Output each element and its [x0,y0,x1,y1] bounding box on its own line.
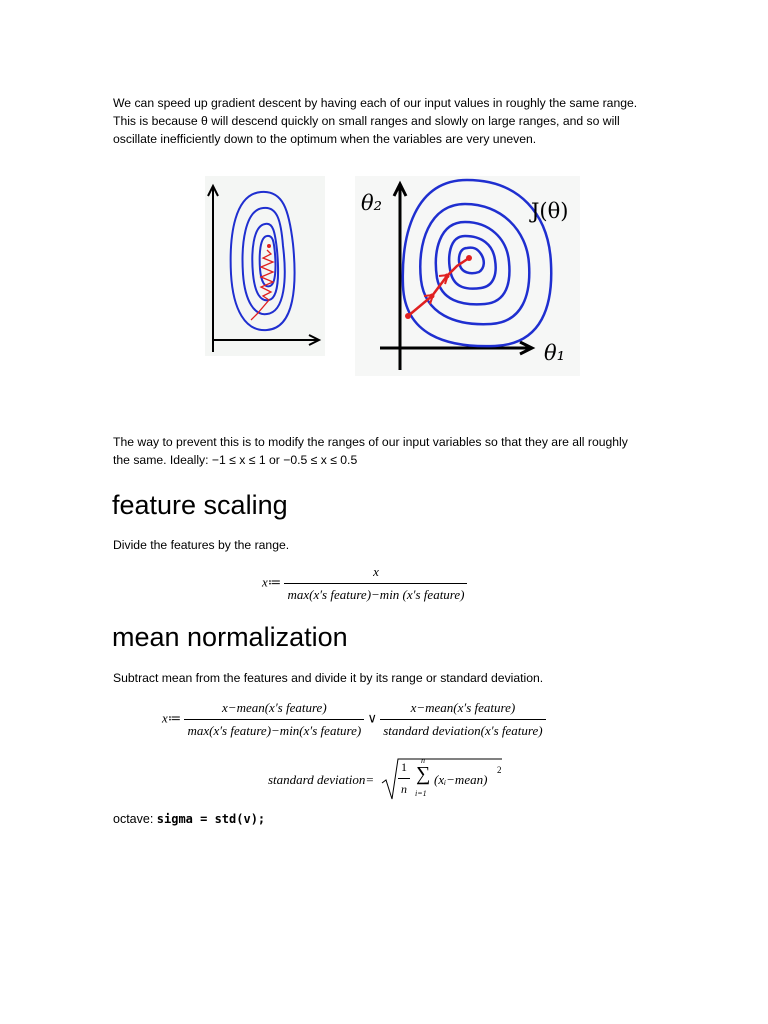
range-numerator: x−mean(x′s feature) [222,700,327,715]
std-numerator: x−mean(x′s feature) [410,700,516,715]
prevent-paragraph [113,433,673,469]
one-over-n [398,760,410,797]
formula-denominator: max(x′s feature)−min (x′s feature) [284,583,467,603]
octave-line [113,812,265,826]
or-operator: ∨ [367,710,377,726]
sum-lower: i=1 [415,789,427,798]
formula-lhs: x≔ [262,574,282,590]
right-plot-y-label: θ₂ [361,191,383,215]
range-denominator: max(x′s feature)−min(x′s feature) [184,719,364,739]
octave-label: octave: [113,812,157,826]
right-plot-x-label: θ₁ [544,341,566,365]
feature-scaling-heading: feature scaling [112,490,288,520]
octave-code: sigma = std(v); [156,812,266,826]
sum-symbol: ∑ [416,763,431,785]
right-contour-plot [355,176,580,376]
n-denominator: n [398,778,410,797]
range-fraction [184,700,364,739]
intro-line: This is because θ will descend quickly on small ranges and slowly on large ranges, and so will [113,114,620,128]
std-denominator: standard deviation(x′s feature) [380,719,545,739]
one-numerator: 1 [401,760,407,774]
std-fraction [380,700,545,739]
mean-normalization-text: Subtract mean from the features and divide it by its range or standard deviation. [113,671,544,685]
feature-scaling-formula [262,564,467,603]
intro-line: oscillate inefficiently down to the optimum when the variables are very uneven. [113,132,537,146]
sum-term: (xᵢ−mean) [434,772,488,787]
formula-fraction [284,564,467,603]
std-lhs: standard deviation= [268,772,375,787]
sum-upper: n [421,756,425,765]
formula-numerator: x [373,564,379,579]
mean-normalization-heading: mean normalization [112,622,348,652]
feature-scaling-text: Divide the features by the range. [113,538,290,552]
intro-paragraph [113,94,673,148]
mean-normalization-formula [162,700,546,739]
contour-figure [205,174,580,378]
intro-line: We can speed up gradient descent by having each of our input values in roughly the same range. [113,96,638,110]
prevent-line: The way to prevent this is to modify the ranges of our input variables so that they are all roughly [113,435,628,449]
power: 2 [497,765,502,775]
prevent-line: the same. Ideally: −1 ≤ x ≤ 1 or −0.5 ≤ x ≤ 0.5 [113,453,358,467]
left-contour-plot [205,176,325,356]
formula-lhs: x≔ [162,710,182,726]
right-plot-title: J(θ) [531,199,569,223]
